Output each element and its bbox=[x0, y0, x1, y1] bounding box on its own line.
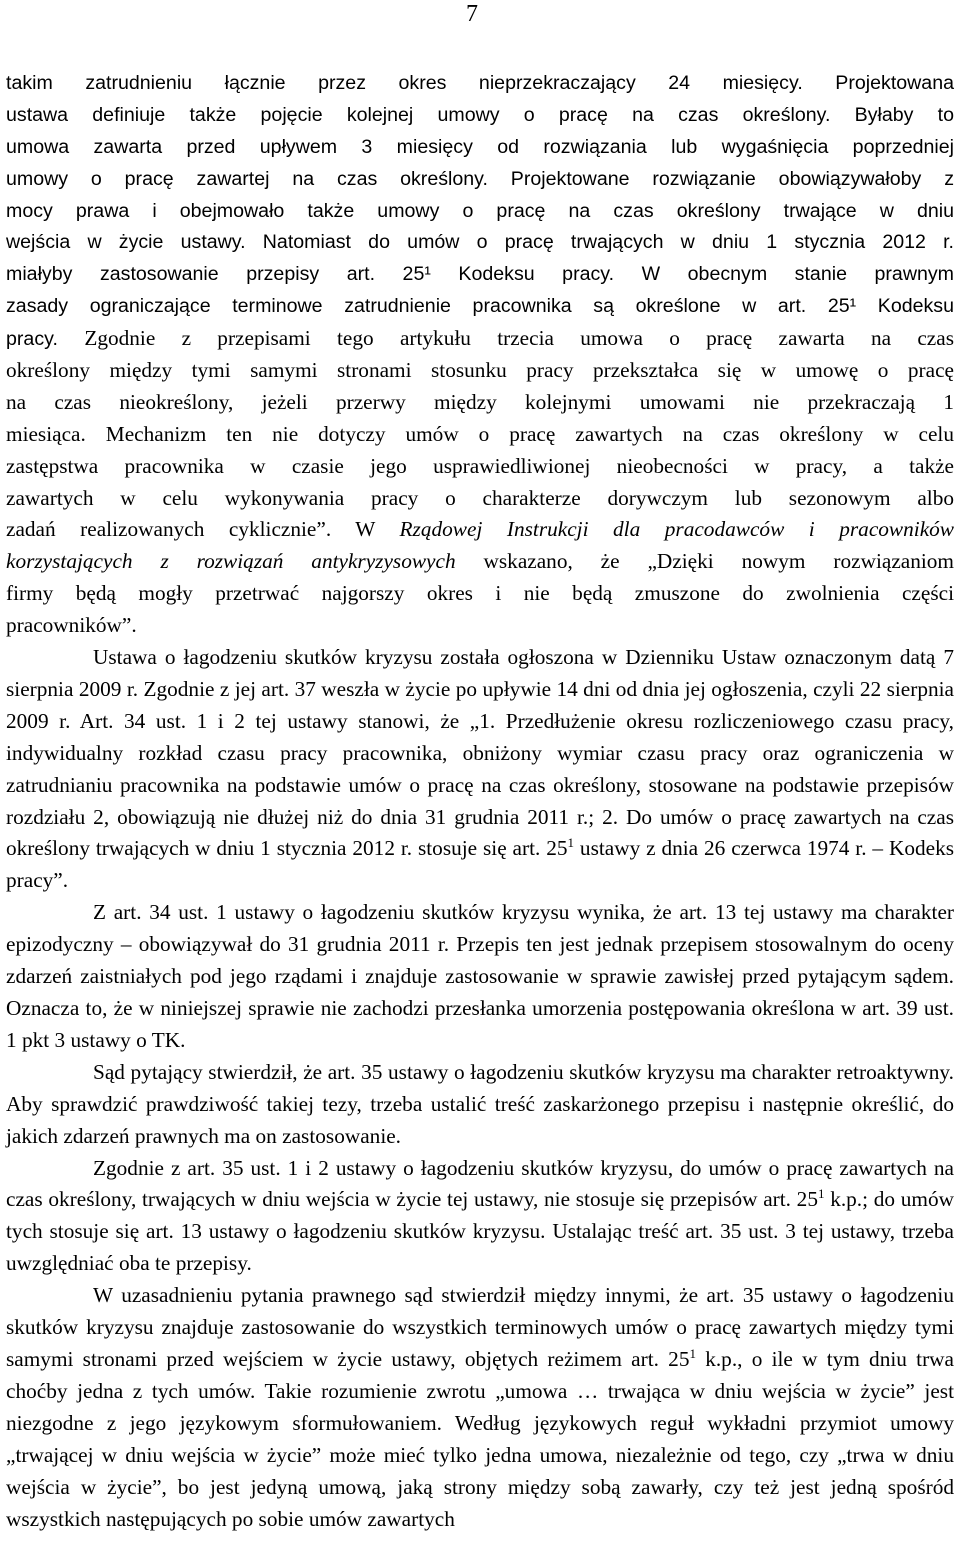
text-segment: pracowników”. bbox=[6, 613, 137, 638]
text-segment: zasady ograniczające terminowe zatrudnienie pracownika są określone w art. 25¹ Kodeksu bbox=[6, 295, 954, 318]
text-line bbox=[6, 610, 954, 642]
text-run: Sąd pytający stwierdził, że art. 35 ustawy o łagodzeniu skutków kryzysu ma charakter retroaktywny. Aby sprawdzić prawdziwość takiej tezy, trzeba ustalić treść zaskarżonego przepisu i następnie określić, do jakich zdarzeń prawnych ma on zastosowanie. bbox=[6, 1059, 954, 1148]
text-segment: Rządowej Instrukcji dla pracodawców i pracowników bbox=[399, 517, 954, 542]
text-line bbox=[6, 355, 954, 387]
text-line bbox=[6, 514, 954, 546]
text-line bbox=[6, 291, 954, 323]
text-segment: korzystających z rozwiązań antykryzysowych bbox=[6, 549, 456, 574]
paragraph bbox=[6, 1280, 954, 1535]
text-segment: mocy prawa i obejmowało także umowy o pracę na czas określony trwające w dniu bbox=[6, 199, 954, 222]
text-run: ustawy z dnia 26 czerwca 1974 r. – Kodeks pracy”. bbox=[6, 836, 955, 893]
text-segment: takim zatrudnieniu łącznie przez okres nieprzekraczający 24 miesięcy. Projektowana bbox=[6, 72, 954, 94]
text-run: k.p., o ile w tym dniu trwa choćby jedna z tych umów. Takie rozumienie zwrotu „umowa … trwająca w dniu wejścia w życie” jest niezgodne z jego językowym sformułowaniem. Według językowych reguł wykładni przymiot umowy „trwającej w dniu wejścia w życie” może mieć tylko jedna umowa, niezależnie od tego, czy „trwa w dniu wejścia w życie”, bo jest jedyną umową, jaką strony między sobą zawarły, czy też jest jedną spośród wszystkich następujących po sobie umów zawartych bbox=[6, 1346, 954, 1531]
text-segment: zastępstwa pracownika w czasie jego usprawiedliwionej nieobecności w pracy, a także bbox=[6, 453, 954, 478]
text-segment: ustawa definiuje także pojęcie kolejnej umowy o pracę na czas określony. Byłaby to bbox=[6, 103, 954, 126]
text-run: k.p.; do umów tych stosuje się art. 13 ustawy o łagodzeniu skutków kryzysu. Ustalając treść art. 35 ust. 3 tej ustawy, trzeba uwzględniać oba te przepisy. bbox=[6, 1187, 955, 1276]
text-line bbox=[6, 196, 954, 228]
paragraph bbox=[6, 897, 954, 1057]
text-line bbox=[6, 451, 954, 483]
text-line bbox=[6, 100, 954, 132]
text-segment: wejścia w życie ustawy. Natomiast do umów o pracę trwających w dniu 1 stycznia 2012 r. bbox=[6, 231, 954, 254]
opening-paragraph bbox=[6, 68, 954, 642]
text-run: Zgodnie z art. 35 ust. 1 i 2 ustawy o łagodzeniu skutków kryzysu, do umów o pracę zawartych na czas określony, trwających w dniu wejścia w życie tej ustawy, nie stosuje się przepisów art. 25 bbox=[6, 1155, 954, 1212]
text-segment: pracy. bbox=[6, 328, 85, 351]
text-line bbox=[6, 323, 954, 355]
text-run: Ustawa o łagodzeniu skutków kryzysu została ogłoszona w Dzienniku Ustaw oznaczonym datą 7 sierpnia 2009 r. Zgodnie z jej art. 37 weszła w życie po upływie 14 dni od dnia jej ogłoszenia, czyli 22 sierpnia 2009 r. Art. 34 ust. 1 i 2 tej ustawy stanowi, że „1. Przedłużenie okresu rozliczeniowego czasu pracy, indywidualny rozkład czasu pracy pracownika, obniżony wymiar czasu pracy oraz ograniczenia w zatrudnianiu pracownika na podstawie umów o pracę na czas określony, stosowane na podstawie przepisów rozdziału 2, obowiązują nie dłużej niż do dnia 31 grudnia 2011 r.; 2. Do umów o pracę zawartych na czas określony trwających w dniu 1 stycznia 2012 r. stosuje się art. 25 bbox=[6, 645, 954, 861]
superscript: 1 bbox=[689, 1345, 696, 1361]
text-run: W uzasadnieniu pytania prawnego sąd stwierdził między innymi, że art. 35 ustawy o łagodzeniu skutków kryzysu znajduje zastosowanie do wszystkich terminowych umów o pracę zawartych między tymi samymi stronami przed wejściem w życie ustawy, objętych reżimem art. 25 bbox=[6, 1283, 954, 1371]
text-line bbox=[6, 132, 954, 164]
text-segment: na czas nieokreślony, jeżeli przerwy między kolejnymi umowami nie przekraczają 1 bbox=[6, 389, 954, 414]
text-segment: zawartych w celu wykonywania pracy o charakterze dorywczym lub sezonowym albo bbox=[6, 485, 954, 510]
text-segment: miałyby zastosowanie przepisy art. 25¹ Kodeksu pracy. W obecnym stanie prawnym bbox=[6, 263, 954, 286]
text-segment: wskazano, że „Dzięki nowym rozwiązaniom bbox=[455, 549, 955, 574]
text-segment: umowa zawarta przed upływem 3 miesięcy od rozwiązania lub wygaśnięcia poprzedniej bbox=[6, 135, 954, 158]
text-line bbox=[6, 419, 954, 451]
text-segment: zadań realizowanych cyklicznie”. W bbox=[6, 517, 400, 542]
page-number: 7 bbox=[466, 1, 478, 27]
text-line bbox=[6, 546, 954, 578]
text-line bbox=[6, 227, 954, 259]
text-line bbox=[6, 387, 954, 419]
text-line bbox=[6, 578, 954, 610]
superscript: 1 bbox=[567, 835, 575, 851]
paragraph bbox=[6, 1057, 954, 1153]
text-line bbox=[6, 164, 954, 196]
paragraph bbox=[6, 642, 954, 897]
text-line bbox=[6, 483, 954, 515]
superscript: 1 bbox=[817, 1186, 825, 1202]
text-segment: firmy będą mogły przetrwać najgorszy okres i nie będą zmuszone do zwolnienia części bbox=[6, 581, 954, 606]
text-line bbox=[6, 68, 954, 100]
text-segment: miesiąca. Mechanizm ten nie dotyczy umów o pracę zawartych na czas określony w celu bbox=[6, 421, 954, 446]
text-segment: określony między tymi samymi stronami stosunku pracy przekształca się w umowę o pracę bbox=[6, 358, 954, 383]
text-segment: Zgodnie z przepisami tego artykułu trzecia umowa o pracę zawarta na czas bbox=[84, 326, 954, 351]
text-line bbox=[6, 259, 954, 291]
paragraphs bbox=[6, 642, 954, 1535]
text-segment: umowy o pracę zawartej na czas określony. Projektowane rozwiązanie obowiązywałoby z bbox=[6, 167, 954, 190]
text-run: Z art. 34 ust. 1 ustawy o łagodzeniu skutków kryzysu wynika, że art. 13 tej ustawy ma charakter epizodyczny – obowiązywał do 31 grudnia 2011 r. Przepis ten jest jednak przepisem stosowalnym do oceny zdarzeń zaistniałych pod jego rządami i znajduje zastosowanie w sprawie zawisłej przed pytającym sądem. Oznacza to, że w niniejszej sprawie nie zachodzi przesłanka umorzenia postępowania określona w art. 39 ust. 1 pkt 3 ustawy o TK. bbox=[6, 900, 954, 1052]
document-body bbox=[6, 68, 954, 1535]
paragraph bbox=[6, 1153, 954, 1281]
